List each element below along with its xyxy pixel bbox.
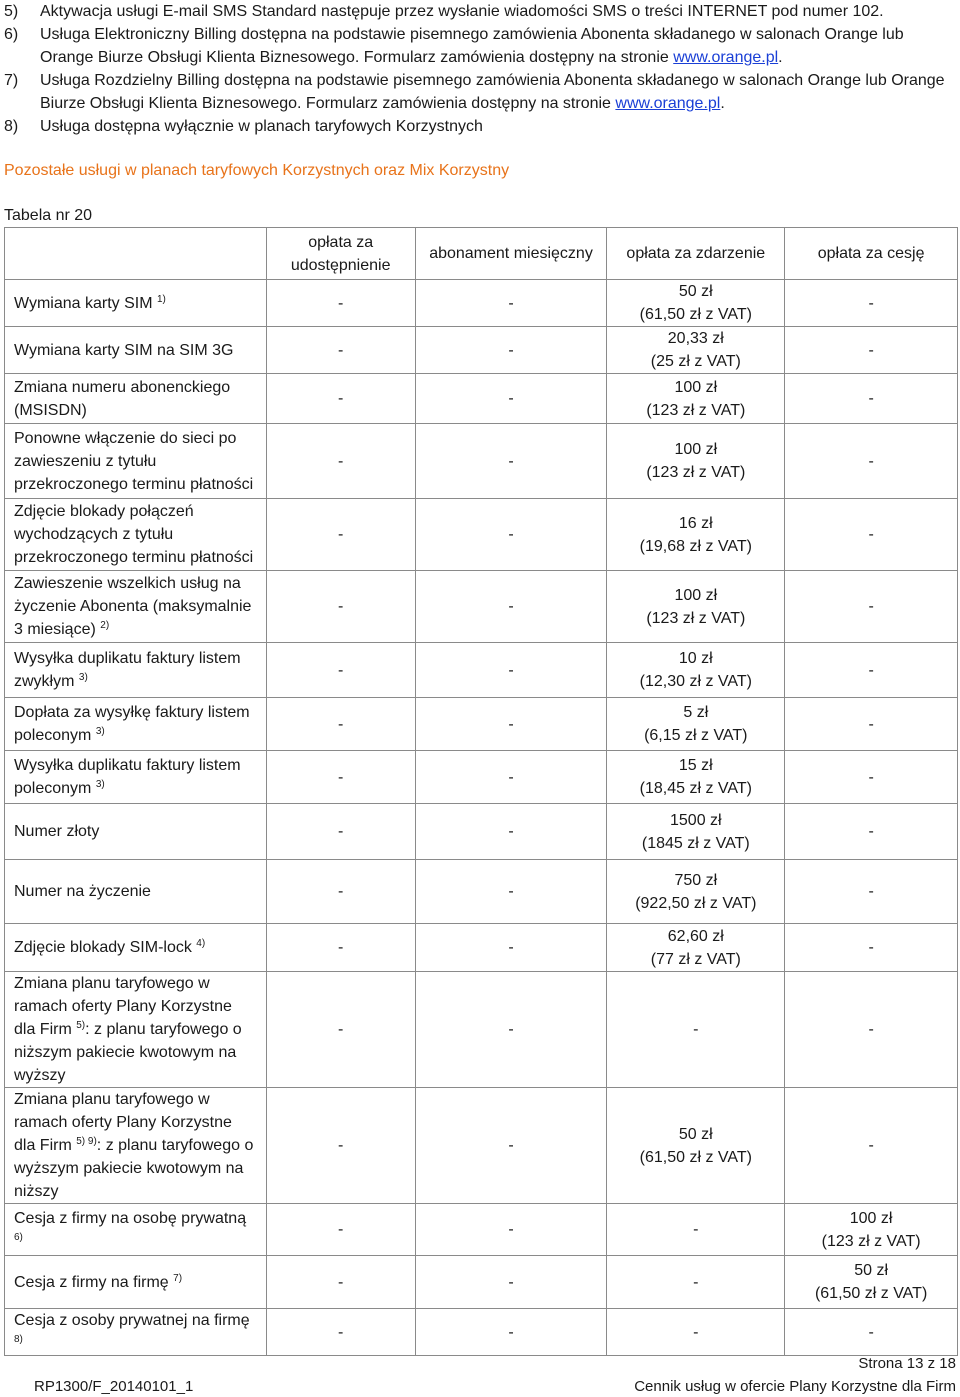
event-fee-gross: (12,30 zł z VAT) [639, 673, 752, 690]
cession-fee-cell [785, 374, 958, 424]
service-name: Zdjęcie blokady SIM-lock [14, 939, 192, 956]
cession-fee-net: - [868, 526, 874, 543]
table-row [5, 1256, 958, 1309]
event-fee-net: 20,33 zł [667, 330, 724, 347]
event-fee-cell [607, 751, 785, 804]
activation-fee-value: - [338, 939, 344, 956]
monthly-fee-cell [415, 1088, 607, 1204]
activation-fee-cell [266, 643, 415, 698]
event-fee-net: 5 zł [683, 704, 709, 721]
service-name-cell [5, 280, 267, 327]
service-name: Zmiana numeru abonenckiego (MSISDN) [14, 378, 231, 419]
footnote [4, 0, 956, 23]
activation-fee-value: - [338, 768, 344, 786]
footnote-punctuation: . [778, 49, 783, 66]
footnote [4, 69, 956, 115]
table-header-row [5, 228, 958, 280]
service-name: Wysyłka duplikatu faktury listem zwykłym [14, 650, 241, 690]
service-name: Zdjęcie blokady połączeń wychodzących z tytułu przekroczonego terminu płatności [14, 503, 254, 566]
cession-fee-net: 100 zł [849, 1209, 893, 1227]
footnote-ref: 6) [14, 1231, 23, 1243]
cession-fee-cell [785, 327, 958, 374]
cession-fee-net: - [868, 1021, 874, 1038]
event-fee-gross: (6,15 zł z VAT) [644, 727, 748, 744]
activation-fee-value: - [338, 1137, 344, 1154]
event-fee-gross: (77 zł z VAT) [650, 950, 741, 968]
service-name-cell [5, 1309, 267, 1356]
cession-fee-net: - [868, 823, 874, 840]
activation-fee-cell [266, 374, 415, 424]
event-fee-cell [607, 499, 785, 571]
service-name-cell [5, 571, 267, 643]
activation-fee-cell [266, 327, 415, 374]
event-fee-net: 1500 zł [670, 811, 722, 829]
cession-fee-net: - [868, 939, 874, 956]
monthly-fee-cell [415, 860, 607, 924]
monthly-fee-cell [415, 374, 607, 424]
service-name: Zmiana planu taryfowego w ramach oferty Plany Korzystne dla Firm [14, 975, 232, 1038]
footnote [4, 23, 956, 69]
cession-fee-cell [785, 424, 958, 499]
cession-fee-cell [785, 571, 958, 643]
activation-fee-value: - [338, 341, 344, 359]
service-name-cell [5, 972, 267, 1088]
event-fee-gross: (123 zł z VAT) [646, 609, 746, 627]
cession-fee-net: - [868, 341, 874, 359]
orange-website-link[interactable]: www.orange.pl [673, 49, 779, 66]
footnote-ref: 2) [100, 620, 110, 631]
page-number: Strona 13 z 18 [858, 1355, 956, 1372]
cession-fee-net: - [868, 883, 874, 900]
cession-fee-net: - [868, 768, 874, 786]
monthly-fee-cell [415, 424, 607, 499]
cession-fee-net: - [868, 1323, 874, 1341]
monthly-fee-value: - [508, 1221, 514, 1238]
activation-fee-cell [266, 698, 415, 751]
footnote-ref: 4) [196, 938, 206, 949]
event-fee-cell [607, 424, 785, 499]
service-name-cell [5, 499, 267, 571]
service-name-cell [5, 1088, 267, 1204]
activation-fee-value: - [338, 598, 344, 615]
footnote-text: Usługa Rozdzielny Billing dostępna na podstawie pisemnego zamówienia Abonenta składanego w salonach Orange lub Orange Biurze Obsługi Klienta Biznesowego. Formularz zamówienia dostępny na stronie [40, 72, 945, 112]
document-title: Cennik usług w ofercie Plany Korzystne dla Firm [634, 1378, 956, 1395]
cession-fee-cell [785, 280, 958, 327]
event-fee-gross: (123 zł z VAT) [646, 401, 746, 419]
service-name: Wymiana karty SIM na SIM 3G [14, 341, 234, 359]
monthly-fee-cell [415, 1204, 607, 1256]
monthly-fee-cell [415, 643, 607, 698]
event-fee-net: - [693, 1021, 699, 1038]
monthly-fee-value: - [508, 294, 514, 312]
monthly-fee-cell [415, 804, 607, 860]
monthly-fee-cell [415, 751, 607, 804]
service-name: Zawieszenie wszelkich usług na życzenie Abonenta (maksymalnie 3 miesiące) [14, 575, 252, 638]
event-fee-cell [607, 1256, 785, 1309]
cession-fee-gross: (123 zł z VAT) [821, 1232, 921, 1250]
event-fee-net: - [693, 1273, 699, 1291]
footnote-ref: 7) [173, 1272, 183, 1284]
event-fee-cell [607, 1204, 785, 1256]
table-row [5, 424, 958, 499]
monthly-fee-value: - [508, 661, 514, 679]
table-row [5, 1309, 958, 1356]
service-name-cell [5, 751, 267, 804]
monthly-fee-cell [415, 924, 607, 972]
activation-fee-cell [266, 1088, 415, 1204]
cession-fee-cell [785, 1088, 958, 1204]
header-event-fee: opłata za zdarzenie [607, 228, 785, 280]
section-title: Pozostałe usługi w planach taryfowych Korzystnych oraz Mix Korzystny [4, 162, 510, 179]
event-fee-net: 100 zł [674, 378, 718, 396]
cession-fee-cell [785, 972, 958, 1088]
monthly-fee-value: - [508, 715, 514, 733]
cession-fee-net: - [868, 715, 874, 733]
activation-fee-cell [266, 280, 415, 327]
monthly-fee-value: - [508, 452, 514, 470]
header-service [5, 228, 267, 280]
event-fee-gross: (18,45 zł z VAT) [639, 780, 752, 797]
service-name-cell [5, 924, 267, 972]
monthly-fee-cell [415, 571, 607, 643]
footnote-ref: 5) [76, 1020, 86, 1031]
service-name: Cesja z firmy na firmę [14, 1273, 169, 1291]
activation-fee-cell [266, 751, 415, 804]
activation-fee-cell [266, 424, 415, 499]
event-fee-gross: (19,68 zł z VAT) [639, 537, 752, 555]
service-name-cell [5, 804, 267, 860]
footnote-ref: 8) [14, 1334, 23, 1345]
event-fee-cell [607, 860, 785, 924]
table-row [5, 860, 958, 924]
service-name: : z planu taryfowego o wyższym pakiecie kwotowym na niższy [14, 1137, 254, 1200]
footnote-ref: 1) [157, 293, 166, 305]
table-row [5, 751, 958, 804]
cession-fee-net: - [868, 294, 874, 312]
cession-fee-net: - [868, 452, 874, 470]
activation-fee-value: - [338, 1021, 344, 1038]
event-fee-cell [607, 1309, 785, 1356]
activation-fee-cell [266, 499, 415, 571]
event-fee-cell [607, 1088, 785, 1204]
service-name-cell [5, 374, 267, 424]
event-fee-net: 16 zł [678, 514, 713, 532]
monthly-fee-value: - [508, 390, 514, 407]
service-name: : z planu taryfowego o niższym pakiecie kwotowym na wyższy [14, 1021, 242, 1084]
footnote-punctuation: . [720, 95, 725, 112]
cession-fee-net: - [868, 1137, 874, 1154]
table-row [5, 1204, 958, 1256]
activation-fee-cell [266, 571, 415, 643]
event-fee-cell [607, 804, 785, 860]
event-fee-net: 100 zł [674, 586, 718, 604]
monthly-fee-cell [415, 280, 607, 327]
cession-fee-cell [785, 643, 958, 698]
service-name: Zmiana planu taryfowego w ramach oferty Plany Korzystne dla Firm [14, 1091, 232, 1154]
event-fee-net: 50 zł [678, 1125, 713, 1143]
header-monthly-fee: abonament miesięczny [415, 228, 607, 280]
service-name-cell [5, 860, 267, 924]
monthly-fee-value: - [508, 1323, 514, 1341]
event-fee-gross: (25 zł z VAT) [650, 353, 741, 370]
table-row [5, 327, 958, 374]
table-row [5, 804, 958, 860]
footnote-text: Aktywacja usługi E-mail SMS Standard następuje przez wysłanie wiadomości SMS o treści INTERNET pod numer 102. [40, 3, 884, 20]
monthly-fee-value: - [508, 598, 514, 615]
footnote-number: 8) [4, 118, 19, 135]
event-fee-cell [607, 374, 785, 424]
monthly-fee-value: - [508, 823, 514, 840]
event-fee-cell [607, 571, 785, 643]
fees-table [4, 227, 958, 1356]
monthly-fee-value: - [508, 1021, 514, 1038]
event-fee-net: 750 zł [674, 871, 718, 889]
event-fee-net: 50 zł [678, 283, 713, 300]
activation-fee-value: - [338, 294, 344, 312]
cession-fee-net: - [868, 661, 874, 679]
event-fee-gross: (1845 zł z VAT) [641, 834, 750, 852]
monthly-fee-cell [415, 327, 607, 374]
footnote-text: Usługa dostępna wyłącznie w planach taryfowych Korzystnych [40, 118, 483, 135]
monthly-fee-cell [415, 972, 607, 1088]
activation-fee-value: - [338, 452, 344, 470]
footnote-number: 5) [4, 3, 19, 20]
event-fee-cell [607, 972, 785, 1088]
table-row [5, 499, 958, 571]
event-fee-net: 100 zł [674, 441, 718, 458]
activation-fee-cell [266, 1309, 415, 1356]
event-fee-net: - [693, 1221, 699, 1238]
footnote-ref: 3) [78, 672, 88, 683]
activation-fee-cell [266, 972, 415, 1088]
activation-fee-value: - [338, 883, 344, 900]
footnote-ref: 3) [95, 726, 105, 737]
monthly-fee-value: - [508, 768, 514, 786]
footnote [4, 115, 956, 138]
service-name-cell [5, 1256, 267, 1309]
event-fee-gross: (123 zł z VAT) [646, 464, 746, 481]
service-name-cell [5, 698, 267, 751]
activation-fee-value: - [338, 1323, 344, 1341]
event-fee-cell [607, 280, 785, 327]
event-fee-gross: (922,50 zł z VAT) [635, 894, 757, 912]
monthly-fee-value: - [508, 526, 514, 543]
service-name: Numer na życzenie [14, 883, 151, 900]
event-fee-gross: (61,50 zł z VAT) [639, 306, 752, 323]
footnote-number: 6) [4, 26, 19, 43]
activation-fee-value: - [338, 526, 344, 543]
monthly-fee-cell [415, 1309, 607, 1356]
footnote-ref: 3) [95, 779, 105, 790]
activation-fee-cell [266, 860, 415, 924]
cession-fee-gross: (61,50 zł z VAT) [814, 1285, 928, 1302]
monthly-fee-value: - [508, 1273, 514, 1291]
footnotes [4, 0, 956, 138]
service-name-cell [5, 1204, 267, 1256]
monthly-fee-cell [415, 1256, 607, 1309]
activation-fee-value: - [338, 390, 344, 407]
activation-fee-value: - [338, 715, 344, 733]
service-name: Wymiana karty SIM [14, 294, 153, 312]
event-fee-cell [607, 327, 785, 374]
table-row [5, 698, 958, 751]
monthly-fee-value: - [508, 939, 514, 956]
activation-fee-cell [266, 924, 415, 972]
event-fee-cell [607, 643, 785, 698]
event-fee-net: 15 zł [678, 757, 713, 774]
event-fee-net: 62,60 zł [667, 927, 724, 945]
monthly-fee-value: - [508, 883, 514, 900]
activation-fee-value: - [338, 823, 344, 840]
cession-fee-cell [785, 924, 958, 972]
cession-fee-cell [785, 1256, 958, 1309]
table-caption: Tabela nr 20 [4, 207, 93, 224]
service-name: Wysyłka duplikatu faktury listem poleconym [14, 757, 241, 797]
service-name-cell [5, 424, 267, 499]
monthly-fee-value: - [508, 341, 514, 359]
cession-fee-cell [785, 1309, 958, 1356]
event-fee-gross: (61,50 zł z VAT) [639, 1148, 752, 1166]
event-fee-cell [607, 698, 785, 751]
cession-fee-net: - [868, 390, 874, 407]
service-name-cell [5, 643, 267, 698]
event-fee-net: - [693, 1323, 699, 1341]
footnote-ref: 5) 9) [76, 1136, 97, 1147]
service-name-cell [5, 327, 267, 374]
monthly-fee-cell [415, 698, 607, 751]
activation-fee-value: - [338, 661, 344, 679]
service-name: Ponowne włączenie do sieci po zawieszeniu z tytułu przekroczonego terminu płatności [14, 429, 254, 493]
orange-website-link[interactable]: www.orange.pl [615, 95, 721, 112]
table-row [5, 1088, 958, 1204]
activation-fee-cell [266, 1204, 415, 1256]
header-cession-fee: opłata za cesję [785, 228, 958, 280]
header-activation-fee: opłata za udostępnienie [266, 228, 415, 280]
table-row [5, 571, 958, 643]
monthly-fee-value: - [508, 1137, 514, 1154]
document-code: RP1300/F_20140101_1 [34, 1378, 194, 1395]
activation-fee-cell [266, 1256, 415, 1309]
table-row [5, 924, 958, 972]
cession-fee-net: 50 zł [854, 1262, 888, 1279]
event-fee-net: 10 zł [678, 650, 713, 667]
table-row [5, 643, 958, 698]
activation-fee-value: - [338, 1221, 344, 1238]
cession-fee-cell [785, 860, 958, 924]
table-row [5, 972, 958, 1088]
table-row [5, 280, 958, 327]
footnote-text: Usługa Elektroniczny Billing dostępna na podstawie pisemnego zamówienia Abonenta składanego w salonach Orange lub Orange Biurze Obsługi Klienta Biznesowego. Formularz zamówienia dostępny na stronie [40, 26, 904, 66]
activation-fee-cell [266, 804, 415, 860]
service-name: Numer złoty [14, 823, 100, 840]
cession-fee-cell [785, 751, 958, 804]
table-row [5, 374, 958, 424]
service-name: Cesja z firmy na osobę prywatną [14, 1209, 247, 1227]
cession-fee-cell [785, 698, 958, 751]
monthly-fee-cell [415, 499, 607, 571]
service-name: Dopłata za wysyłkę faktury listem poleconym [14, 704, 250, 744]
activation-fee-value: - [338, 1273, 344, 1291]
cession-fee-cell [785, 804, 958, 860]
cession-fee-net: - [868, 598, 874, 615]
cession-fee-cell [785, 499, 958, 571]
cession-fee-cell [785, 1204, 958, 1256]
event-fee-cell [607, 924, 785, 972]
service-name: Cesja z osoby prywatnej na firmę [14, 1312, 250, 1329]
footnote-number: 7) [4, 72, 19, 89]
